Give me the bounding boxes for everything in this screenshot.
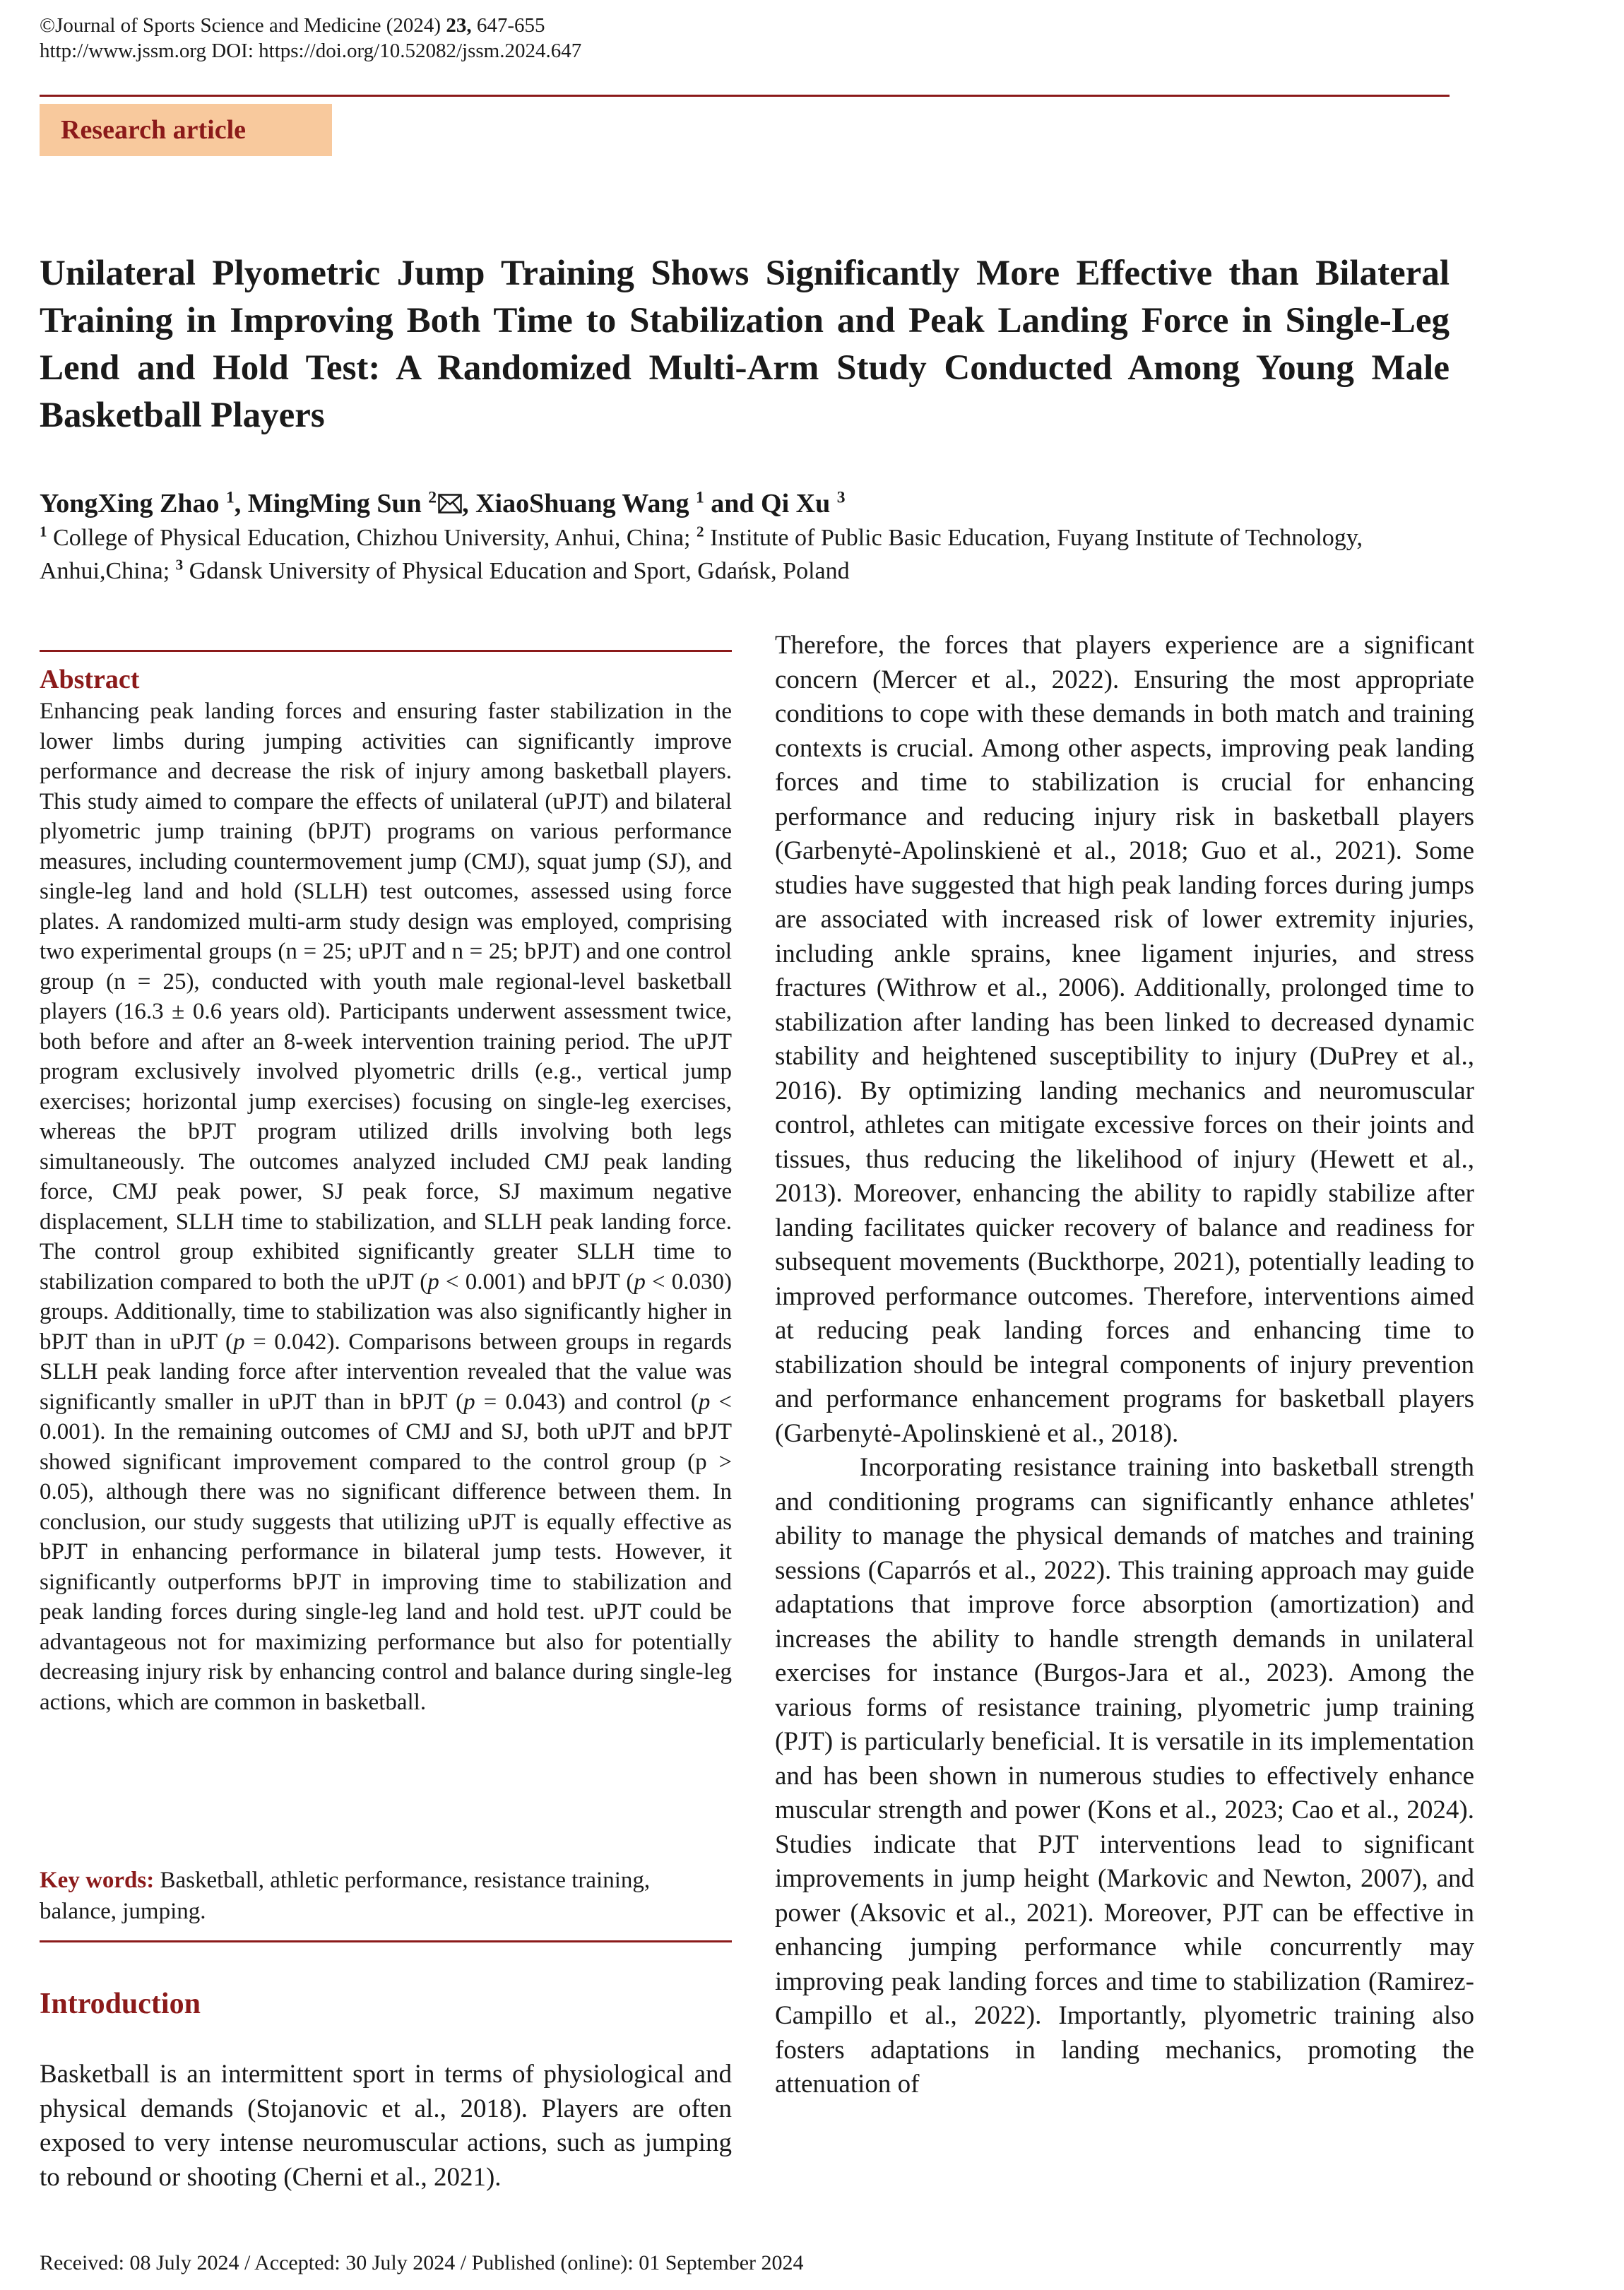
abstract-text: Enhancing peak landing forces and ensuring faster stabilization in the lower limbs during jumping activities can significantly improve performance and decrease the risk of injury among basketball players. This study aimed to compare the effects of unilateral (uPJT) and bilateral plyometric jump training (bPJT) programs on various performance measures, including countermovement jump (CMJ), squat jump (SJ), and single-leg land and hold (SLLH) test outcomes, assessed using force plates. A randomized multi-arm study design was employed, comprising two experimental groups (n = 25; uPJT and n = 25; bPJT) and one control group (n = 25), conducted with youth male regional-level basketball players (16.3 ± 0.6 years old). Participants underwent assessment twice, both before and after an 8-week intervention training period. The uPJT program exclusively involved plyometric drills (e.g., vertical jump exercises; horizontal jump exercises) focusing on single-leg exercises, whereas the bPJT program utilized drills involving both legs simultaneously. The outcomes analyzed included CMJ peak landing force, CMJ peak power, SJ peak force, SJ maximum negative displacement, SLLH time to stabilization, and SLLH peak landing force. The control group exhibited significantly greater SLLH time to stabilization compared to both the uPJT (p < 0.001) and bPJT (p < 0.030) groups. Additionally, time to stabilization was also significantly higher in bPJT than in uPJT (p = 0.042). Comparisons between groups in regards SLLH peak landing force after intervention revealed that the value was significantly smaller in uPJT than in bPJT (p = 0.043) and control (p < 0.001). In the remaining outcomes of CMJ and SJ, both uPJT and bPJT showed significant improvement compared to the control group (p > 0.05), although there was no significant difference between them. In conclusion, our study suggests that utilizing uPJT is equally effective as bPJT in enhancing performance in bilateral jump tests. However, it significantly outperforms bPJT in improving time to stabilization and peak landing forces during single-leg land and hold test. uPJT could be advantageous not for maximizing performance but also for potentially decreasing injury risk by enhancing control and balance during single-leg actions, which are common in basketball. — [40, 699, 733, 1715]
envelope-icon[interactable] — [438, 488, 462, 522]
keywords: Key words: Basketball, athletic performance, resistance training, balance, jumping. — [40, 1868, 651, 1924]
author: XiaoShuang Wang $^1$ and — [475, 488, 761, 518]
author: Qi Xu $^3$ — [761, 488, 846, 518]
abstract-top-rule — [40, 650, 732, 652]
author-list — [40, 487, 846, 522]
introduction-column-2 — [775, 629, 1474, 2102]
keywords-bottom-rule — [40, 1940, 732, 1942]
received-dates: Received: 08 July 2024 / Accepted: 30 July 2024 / Published (online): 01 September 2024 — [40, 2251, 804, 2274]
affiliations: $^1$ College of Physical Education, Chizhou University, Anhui, China; $^2$ Institute of Public Basic Education, Fuyang Institute of Technology, Anhui,China; $^3$ Gdansk University of Physical Education and Sport, Gdańsk, Poland — [40, 523, 1363, 584]
header-divider — [40, 95, 1450, 97]
introduction-paragraph-1: Basketball is an intermittent sport in terms of physiological and physical demands (Stojanovic et al., 2018). Players are often exposed to very intense neuromuscular actions, such as jumping to rebound or shooting (Cherni et al., 2021). — [40, 2060, 732, 2192]
journal-citation: ©Journal of Sports Science and Medicine (2024) 23, 647-655 — [40, 14, 545, 37]
author: MingMing Sun $^2$ , — [248, 489, 475, 518]
introduction-paragraph-3: Incorporating resistance training into basketball strength and conditioning programs can significantly enhance athletes' ability to manage the physical demands of matches and training sessions (Caparrós et al., 2022). This training approach may guide adaptations that improve force absorption (amortization) and increases the ability to handle strength demands in unilateral exercises for instance (Burgos-Jara et al., 2023). Among the various forms of resistance training, plyometric jump training (PJT) is particularly beneficial. It is versatile in its implementation and has been shown in numerous studies to effectively enhance muscular strength and power (Kons et al., 2023; Cao et al., 2024). Studies indicate that PJT interventions lead to significant improvements in jump height (Markovic and Newton, 2007), and power (Aksovic et al., 2021). Moreover, PJT can be effective in enhancing jumping performance while concurrently may improving peak landing forces and time to stabilization (Ramirez-Campillo et al., 2022). Importantly, plyometric training also fosters adaptations in landing mechanics, promoting the attenuation of — [775, 1453, 1474, 2099]
article-title: Unilateral Plyometric Jump Training Shows Significantly More Effective than Bilateral Training in Improving Both Time to Stabilization and Peak Landing Force in Single-Leg Lend and Hold Test: A Randomized Multi-Arm Study Conducted Among Young Male Basketball Players — [40, 254, 1450, 435]
article-type-badge: Research article — [40, 104, 332, 156]
journal-header — [40, 13, 581, 64]
doi-line: http://www.jssm.org DOI: https://doi.org/10.52082/jssm.2024.647 — [40, 40, 582, 62]
author: YongXing Zhao $^1$, — [40, 488, 248, 518]
introduction-heading: Introduction — [40, 1988, 201, 2020]
abstract-heading: Abstract — [40, 665, 140, 694]
introduction-paragraph-2: Therefore, the forces that players experience are a significant concern (Mercer et al., 2022). Ensuring the most appropriate conditions to cope with these demands in both match and training contexts is crucial. Among other aspects, improving peak landing forces and time to stabilization is crucial for enhancing performance and reducing injury risk in basketball players (Garbenytė-Apolinskienė et al., 2018; Guo et al., 2021). Some studies have suggested that high peak landing forces during jumps are associated with increased risk of lower extremity injuries, including ankle sprains, knee ligament injuries, and stress fractures (Withrow et al., 2006). Additionally, prolonged time to stabilization after landing has been linked to decreased dynamic stability and heightened susceptibility to injury (DuPrey et al., 2016). By optimizing landing mechanics and neuromuscular control, athletes can mitigate excessive forces on their joints and tissues, thus reducing the likelihood of injury (Hewett et al., 2013). Moreover, enhancing the ability to rapidly stabilize after landing facilitates quicker recovery of balance and readiness for subsequent movements (Buckthorpe, 2021), potentially leading to improved performance outcomes. Therefore, interventions aimed at reducing peak landing forces and enhancing time to stabilization should be integral components of injury prevention and performance enhancement programs for basketball players (Garbenytė-Apolinskienė et al., 2018). — [775, 631, 1474, 1448]
